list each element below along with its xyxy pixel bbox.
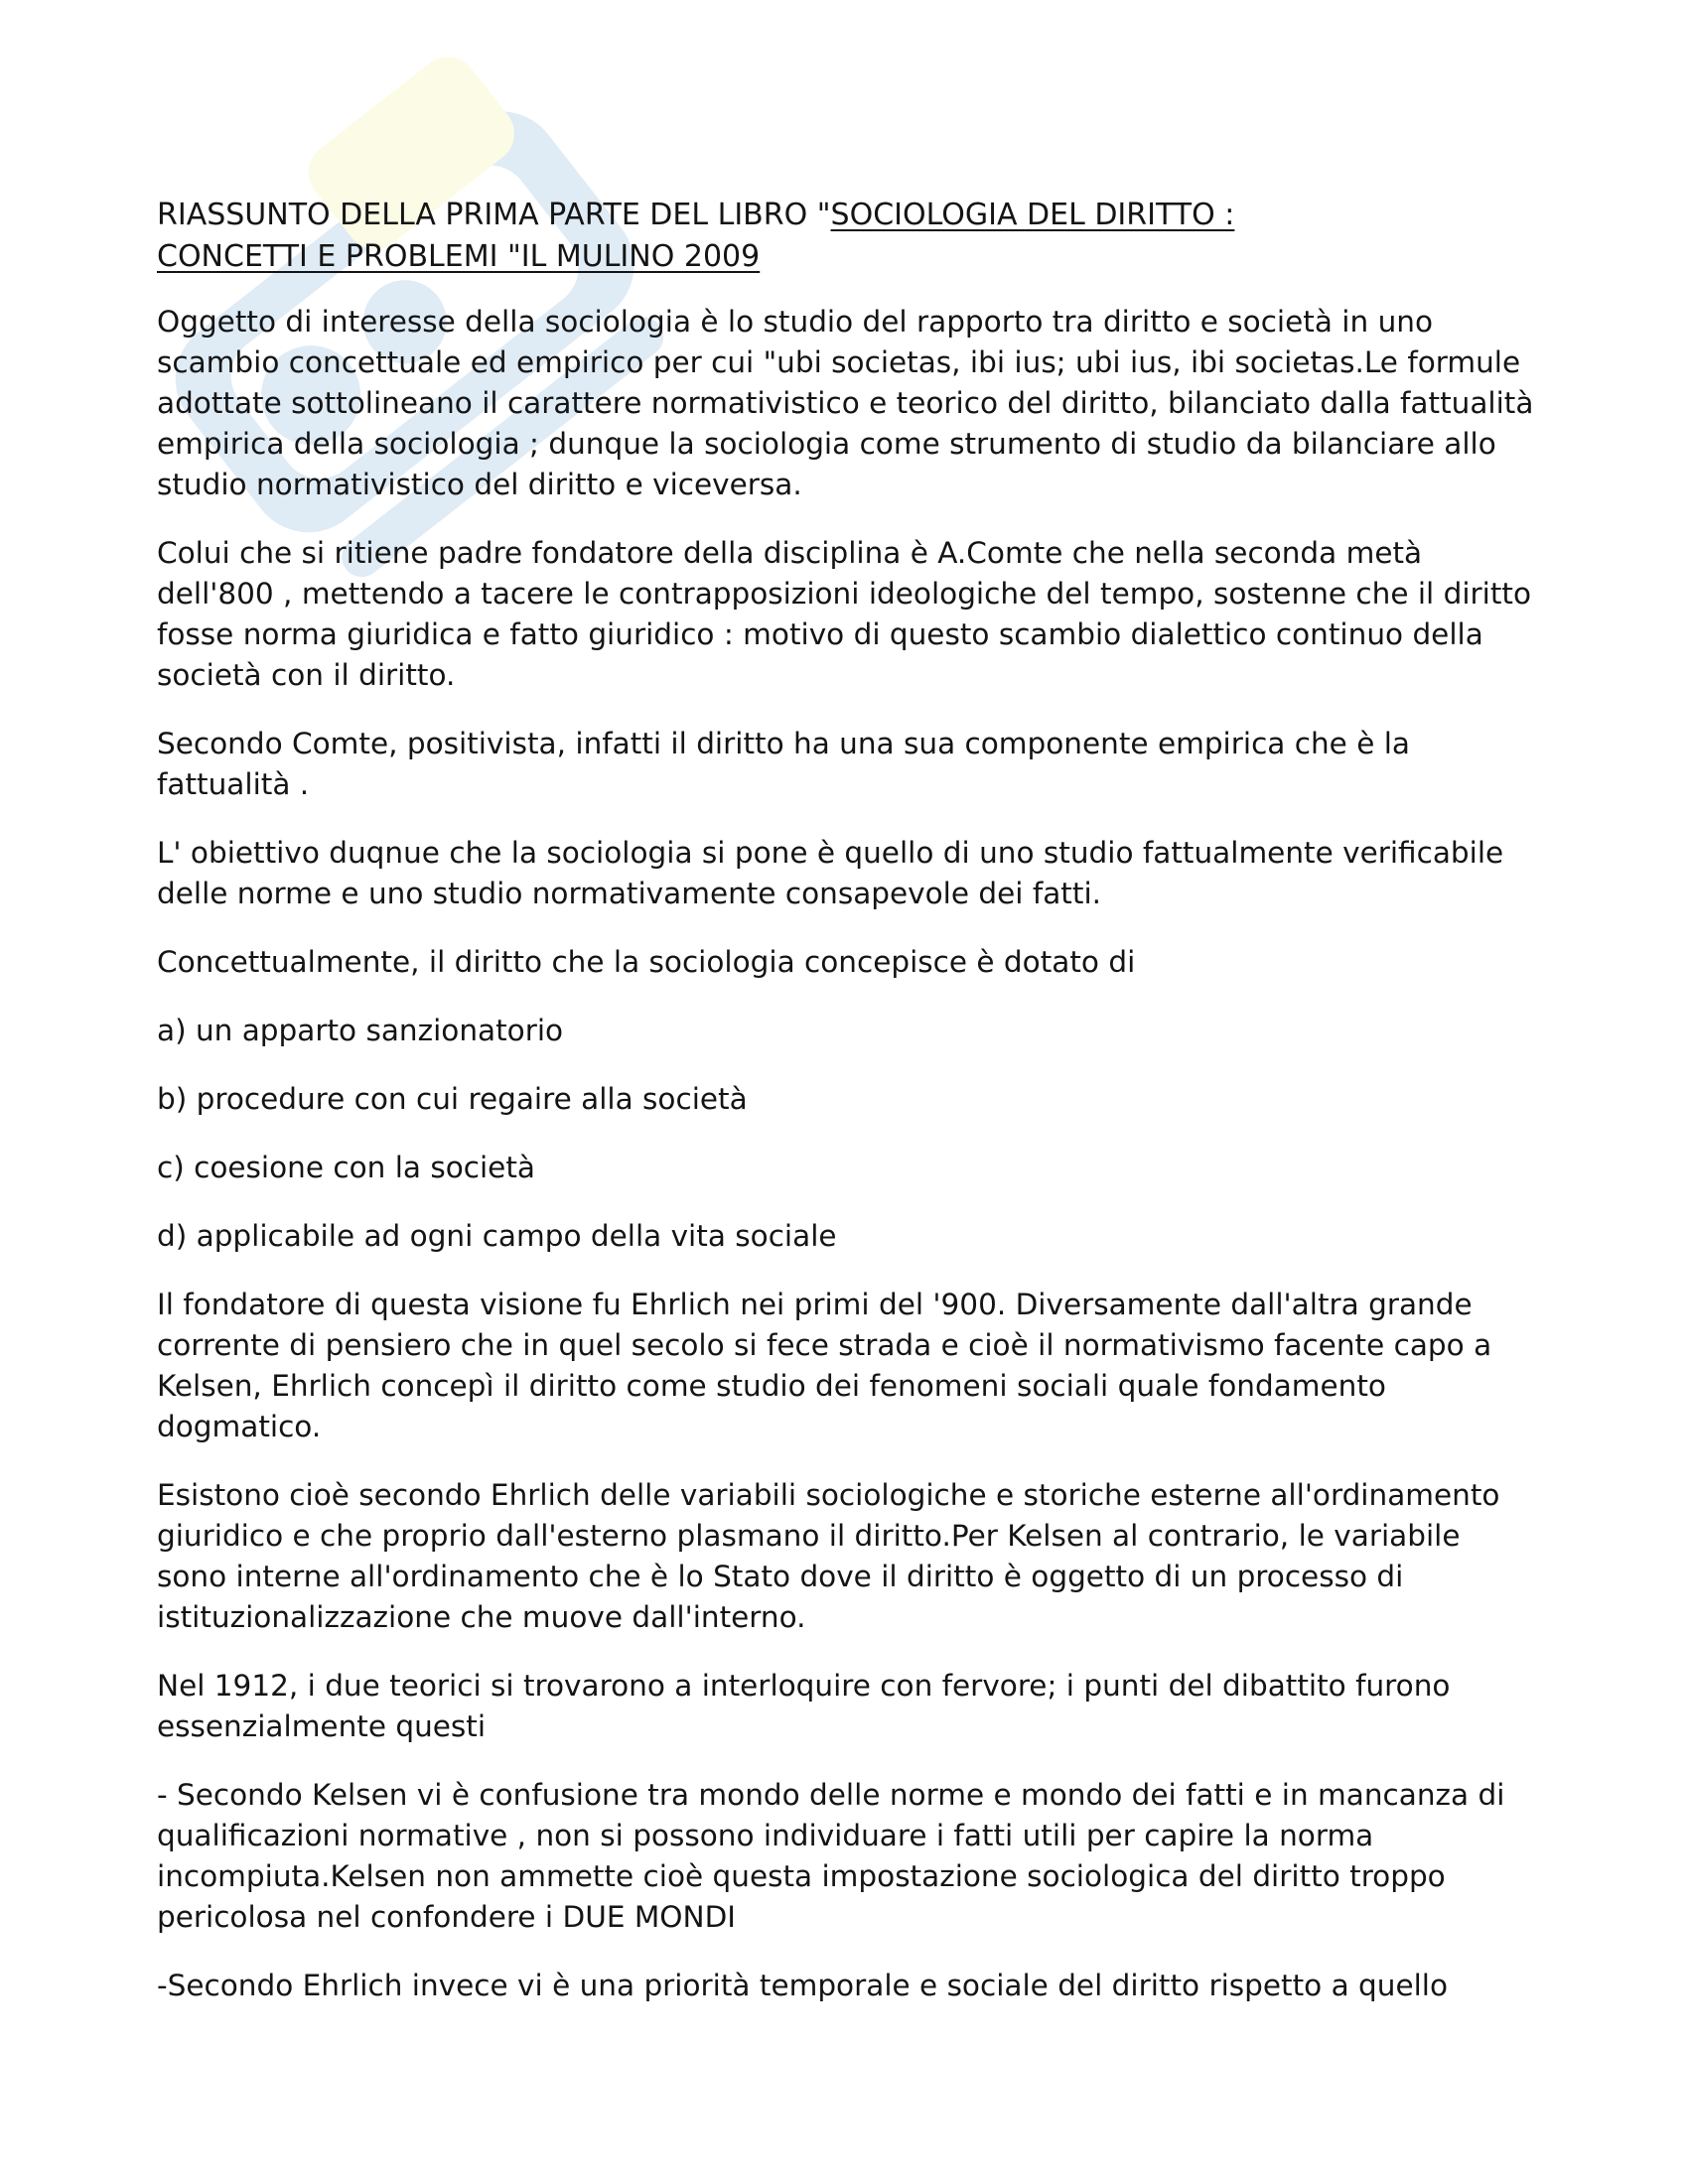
paragraph: Secondo Comte, positivista, infatti il diritto ha una sua componente empirica che è la fattualità . (157, 727, 1410, 801)
paragraph: Nel 1912, i due teorici si trovarono a interloquire con fervore; i punti del dibattito furono essenzialmente questi (157, 1669, 1451, 1743)
list-item: c) coesione con la società (157, 1151, 535, 1184)
paragraph: Esistono cioè secondo Ehrlich delle variabili sociologiche e storiche esterne all'ordinamento giuridico e che proprio dall'esterno plasmano il diritto.Per Kelsen al contrario, le variabile sono interne all'ordinamento che è lo Stato dove il diritto è oggetto di un processo di istituzionalizzazione che muove dall'interno. (157, 1478, 1500, 1634)
document-page (157, 195, 1537, 2034)
list-item: d) applicabile ad ogni campo della vita sociale (157, 1219, 837, 1253)
paragraph: Colui che si ritiene padre fondatore della disciplina è A.Comte che nella seconda metà dell'800 , mettendo a tacere le contrapposizioni ideologiche del tempo, sostenne che il diritto fosse norma giuridica e fatto giuridico : motivo di questo scambio dialettico continuo della società con il diritto. (157, 536, 1532, 692)
list-item: b) procedure con cui regaire alla società (157, 1082, 748, 1116)
title-book-name-line1: SOCIOLOGIA DEL DIRITTO : (830, 198, 1235, 232)
paragraph: -Secondo Ehrlich invece vi è una priorità temporale e sociale del diritto rispetto a quello (157, 1969, 1449, 2002)
document-title (157, 195, 1537, 278)
title-book-name-line2: CONCETTI E PROBLEMI "IL MULINO 2009 (157, 239, 761, 274)
paragraph: Concettualmente, il diritto che la sociologia concepisce è dotato di (157, 945, 1136, 979)
paragraph: Il fondatore di questa visione fu Ehrlich nei primi del '900. Diversamente dall'altra grande corrente di pensiero che in quel secolo si fece strada e cioè il normativismo facente capo a Kelsen, Ehrlich concepì il diritto come studio dei fenomeni sociali quale fondamento dogmatico. (157, 1288, 1492, 1443)
list-item: a) un apparto sanzionatorio (157, 1014, 564, 1047)
paragraph: - Secondo Kelsen vi è confusione tra mondo delle norme e mondo dei fatti e in mancanza di qualificazioni normative , non si possono individuare i fatti utili per capire la norma incompiuta.Kelsen non ammette cioè questa impostazione sociologica del diritto troppo pericolosa nel confondere i DUE MONDI (157, 1778, 1505, 1934)
title-prefix: RIASSUNTO DELLA PRIMA PARTE DEL LIBRO " (157, 198, 831, 232)
paragraph: Oggetto di interesse della sociologia è lo studio del rapporto tra diritto e società in uno scambio concettuale ed empirico per cui "ubi societas, ibi ius; ubi ius, ibi societas.Le formule adottate sottolineano il carattere normativistico e teorico del diritto, bilanciato dalla fattualità empirica della sociologia ; dunque la sociologia come strumento di studio da bilanciare allo studio normativistico del diritto e viceversa. (157, 305, 1534, 501)
paragraph: L' obiettivo duqnue che la sociologia si pone è quello di uno studio fattualmente verificabile delle norme e uno studio normativamente consapevole dei fatti. (157, 836, 1504, 910)
